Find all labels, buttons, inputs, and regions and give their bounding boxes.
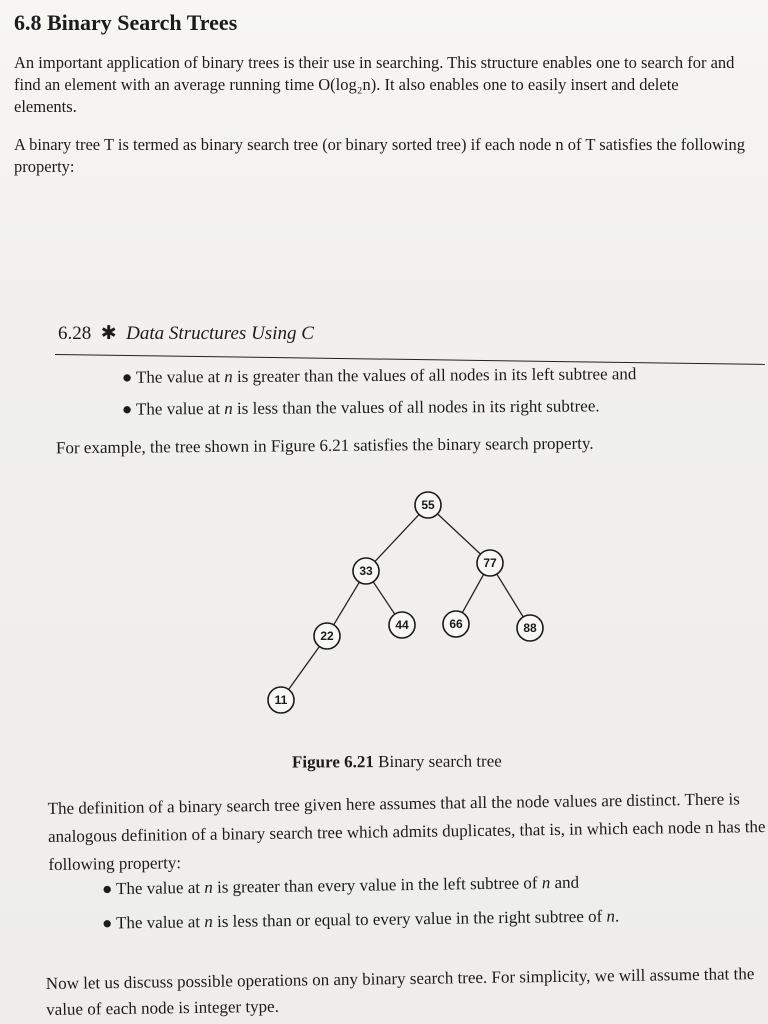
- book-title: Data Structures Using C: [126, 323, 314, 344]
- tree-edge-55-77: [437, 514, 480, 554]
- tree-node-label: 88: [523, 621, 537, 636]
- figure-label: Figure 6.21: [291, 752, 374, 772]
- paragraph-operations: Now let us discuss possible operations on any binary search tree. For simplicity, we will assume that the value of each node is integer type.: [45, 964, 755, 1020]
- tree-edge-77-88: [497, 574, 523, 617]
- tree-node-11: [268, 687, 294, 713]
- tree-node-label: 44: [395, 618, 409, 633]
- bullet-dup-greater: ● The value at n is greater than every value in the left subtree of n and: [101, 872, 580, 899]
- tree-edge-77-66: [462, 574, 483, 612]
- page-number: 6.28: [58, 323, 92, 344]
- bullet-icon: ●: [121, 367, 133, 387]
- tree-node-label: 66: [449, 617, 463, 632]
- bullet-less: ● The value at n is less than the values of all nodes in its right subtree.: [121, 396, 600, 419]
- paragraph-definition: A binary tree T is termed as binary search tree (or binary sorted tree) if each node n of T satisfies the following property:: [14, 135, 745, 176]
- bullet-greater: ● The value at n is greater than the values of all nodes in its left subtree and: [121, 364, 637, 387]
- star-icon: ✱: [96, 323, 122, 344]
- bullet-icon: ●: [101, 913, 113, 933]
- paragraph-example: For example, the tree shown in Figure 6.21 satisfies the binary search property.: [55, 433, 594, 458]
- tree-node-44: [389, 612, 415, 638]
- bullet-icon: ●: [101, 879, 113, 899]
- paragraph-intro: An important application of binary trees is their use in searching. This structure enables one to search for and find an element with an average running time O(log₂n). It also enables one to easily insert and delete elements.: [14, 53, 735, 116]
- tree-node-label: 77: [483, 556, 497, 571]
- section-heading: 6.8 Binary Search Trees: [14, 10, 238, 35]
- tree-node-88: [517, 615, 543, 641]
- tree-node-77: [477, 550, 503, 576]
- tree-node-66: [443, 611, 469, 637]
- tree-node-33: [353, 558, 379, 584]
- tree-node-22: [314, 623, 340, 649]
- paragraph-duplicates: The definition of a binary search tree given here assumes that all the node values are distinct. There is analogous definition of a binary search tree which admits duplicates, that is, in which each node n has the following property:: [47, 789, 766, 875]
- tree-node-label: 22: [320, 629, 334, 644]
- tree-edge-22-11: [289, 647, 320, 690]
- bullet-icon: ●: [121, 399, 133, 419]
- tree-edge-55-33: [375, 514, 419, 561]
- tree-node-label: 33: [359, 564, 373, 579]
- tree-edge-33-44: [373, 582, 395, 614]
- bullet-dup-less-equal: ● The value at n is less than or equal to every value in the right subtree of n.: [101, 906, 620, 933]
- tree-edge-33-22: [334, 582, 360, 625]
- tree-node-55: [415, 492, 441, 518]
- figure-title: Binary search tree: [378, 751, 502, 772]
- figure-caption: [292, 751, 502, 772]
- tree-node-label: 11: [274, 693, 288, 708]
- tree-node-label: 55: [421, 498, 435, 513]
